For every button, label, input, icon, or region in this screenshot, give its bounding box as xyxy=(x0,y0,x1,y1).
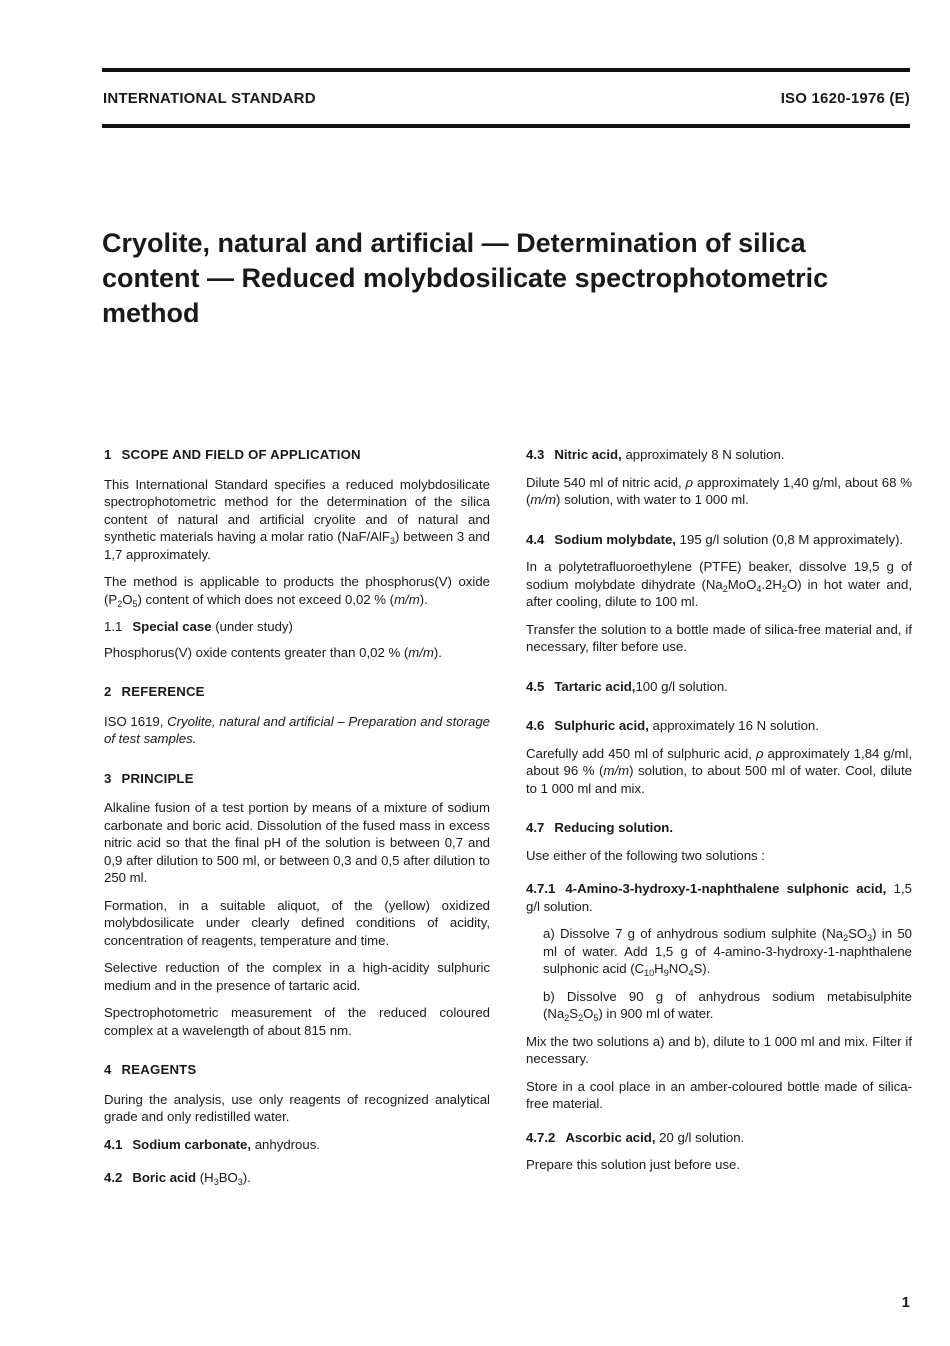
section-3-heading: 3 PRINCIPLE xyxy=(104,770,194,786)
header-document-type: INTERNATIONAL STANDARD xyxy=(103,90,316,107)
reagent-4-7-2-paragraph: Prepare this solution just before use. xyxy=(526,1157,741,1172)
reagent-4-6-paragraph: Carefully add 450 ml of sulphuric acid, ρ approximately 1,84 g/ml, about 96 % (m/m) solution, to about 500 ml of water. Cool, dilute to 1 000 ml and mix. xyxy=(526,745,912,796)
header-rule-top xyxy=(102,68,910,72)
reagent-4-7-1-option-b: b) Dissolve 90 g of anhydrous sodium metabisulphite $(Na_2S_2O_5)$ in 900 ml of water. xyxy=(543,988,912,1023)
section-2-heading: 2 REFERENCE xyxy=(104,684,205,699)
subsection-1-1-paragraph: Phosphorus(V) oxide contents greater than 0,02 % (m/m). xyxy=(104,644,442,660)
header-rule-bottom xyxy=(102,124,910,128)
section-2-paragraph: ISO 1619, Cryolite, natural and artificial – Preparation and storage of test samples. xyxy=(104,713,490,746)
section-3-paragraph-1: Alkaline fusion of a test portion by means of a mixture of sodium carbonate and boric acid. Dissolution of the fused mass in excess nitric acid so that the final pH of the solution is between 0,7 and 0,9 after dilution to 500 ml, or between 0,3 and 0,5 after dilution to 250 ml. xyxy=(104,800,490,885)
subsection-1-1-heading: 1.1 Special case (under study) xyxy=(104,619,293,634)
section-title: SCOPE AND FIELD OF APPLICATION xyxy=(121,447,361,462)
section-1-paragraph-1: This International Standard specifies a reduced molybdosilicate spectrophotometric method for the determination of the silica content of natural and artificial cryolite and of natural and synthetic materials having a molar ratio (NaF/AlF$_3$) between 3 and 1,7 approximately. xyxy=(104,476,490,562)
reagent-4-7-1-storage: Store in a cool place in an amber-coloured bottle made of silica-free material. xyxy=(526,1078,912,1111)
reagent-4-4-paragraph-1: In a polytetrafluoroethylene (PTFE) beaker, dissolve 19,5 g of sodium molybdate dihydrate $(Na_2MoO_4.2H_2O)$ in hot water and, after cooling, dilute to 100 ml. xyxy=(526,559,912,609)
reagent-4-6-heading: 4.6 Sulphuric acid, approximately 16 N solution. xyxy=(526,718,819,733)
reagent-4-7-1-mix: Mix the two solutions a) and b), dilute to 1 000 ml and mix. Filter if necessary. xyxy=(526,1033,912,1066)
document-title: Cryolite, natural and artificial — Determination of silica content — Reduced molybdosilicate spectrophotometric method xyxy=(102,228,829,328)
section-3-paragraph-4: Spectrophotometric measurement of the reduced coloured complex at a wavelength of about 815 nm. xyxy=(104,1005,490,1038)
reagent-4-4-paragraph-2: Transfer the solution to a bottle made of silica-free material and, if necessary, filter before use. xyxy=(526,621,912,654)
section-1-heading xyxy=(104,446,490,464)
section-3-paragraph-2: Formation, in a suitable aliquot, of the (yellow) oxidized molybdosilicate under clearly defined conditions of acidity, concentration of reagents, temperature and time. xyxy=(104,897,490,948)
left-column xyxy=(104,446,490,1197)
section-number: 1 xyxy=(104,447,112,462)
reagent-4-7-1-option-a: a) Dissolve 7 g of anhydrous sodium sulphite $(Na_2SO_3)$ in 50 ml of water. Add 1,5 g of 4-amino-3-hydroxy-1-naphthalene sulphonic acid $(C_{10}H_9NO_4S)$. xyxy=(543,926,912,978)
page-number: 1 xyxy=(901,1294,910,1311)
section-1-paragraph-2: The method is applicable to products the phosphorus(V) oxide $(P_2O_5)$ content of which does not exceed 0,02 % (m/m). xyxy=(104,574,490,609)
section-3-paragraph-3: Selective reduction of the complex in a high-acidity sulphuric medium and in the presence of tartaric acid. xyxy=(104,960,490,993)
section-4-heading: 4 REAGENTS xyxy=(104,1062,197,1077)
reagent-4-7-2-heading: 4.7.2 Ascorbic acid, 20 g/l solution. xyxy=(526,1129,745,1145)
reagent-4-1: 4.1 Sodium carbonate, anhydrous. xyxy=(104,1136,320,1152)
reagent-4-2: 4.2 Boric acid $(H_3BO_3)$. xyxy=(104,1170,251,1187)
reagent-4-7-heading: 4.7 Reducing solution. xyxy=(526,820,674,835)
reagent-4-4-heading: 4.4 Sodium molybdate, 195 g/l solution (0,8 M approximately). xyxy=(526,531,904,547)
section-4-paragraph: During the analysis, use only reagents of recognized analytical grade and only redistilled water. xyxy=(104,1091,490,1124)
reagent-4-7-1-heading: 4.7.1 4-Amino-3-hydroxy-1-naphthalene sulphonic acid, 1,5 g/l solution. xyxy=(526,881,913,914)
header-standard-number: ISO 1620-1976 (E) xyxy=(780,90,910,107)
reagent-4-3-heading: 4.3 Nitric acid, approximately 8 N solution. xyxy=(526,447,785,462)
right-column xyxy=(526,446,912,1184)
reagent-4-7-paragraph: Use either of the following two solutions : xyxy=(526,847,765,863)
reagent-4-5-heading: 4.5 Tartaric acid,100 g/l solution. xyxy=(526,678,728,694)
reagent-4-3-paragraph: Dilute 540 ml of nitric acid, ρ approximately 1,40 g/ml, about 68 % (m/m) solution, with water to 1 000 ml. xyxy=(526,474,912,507)
